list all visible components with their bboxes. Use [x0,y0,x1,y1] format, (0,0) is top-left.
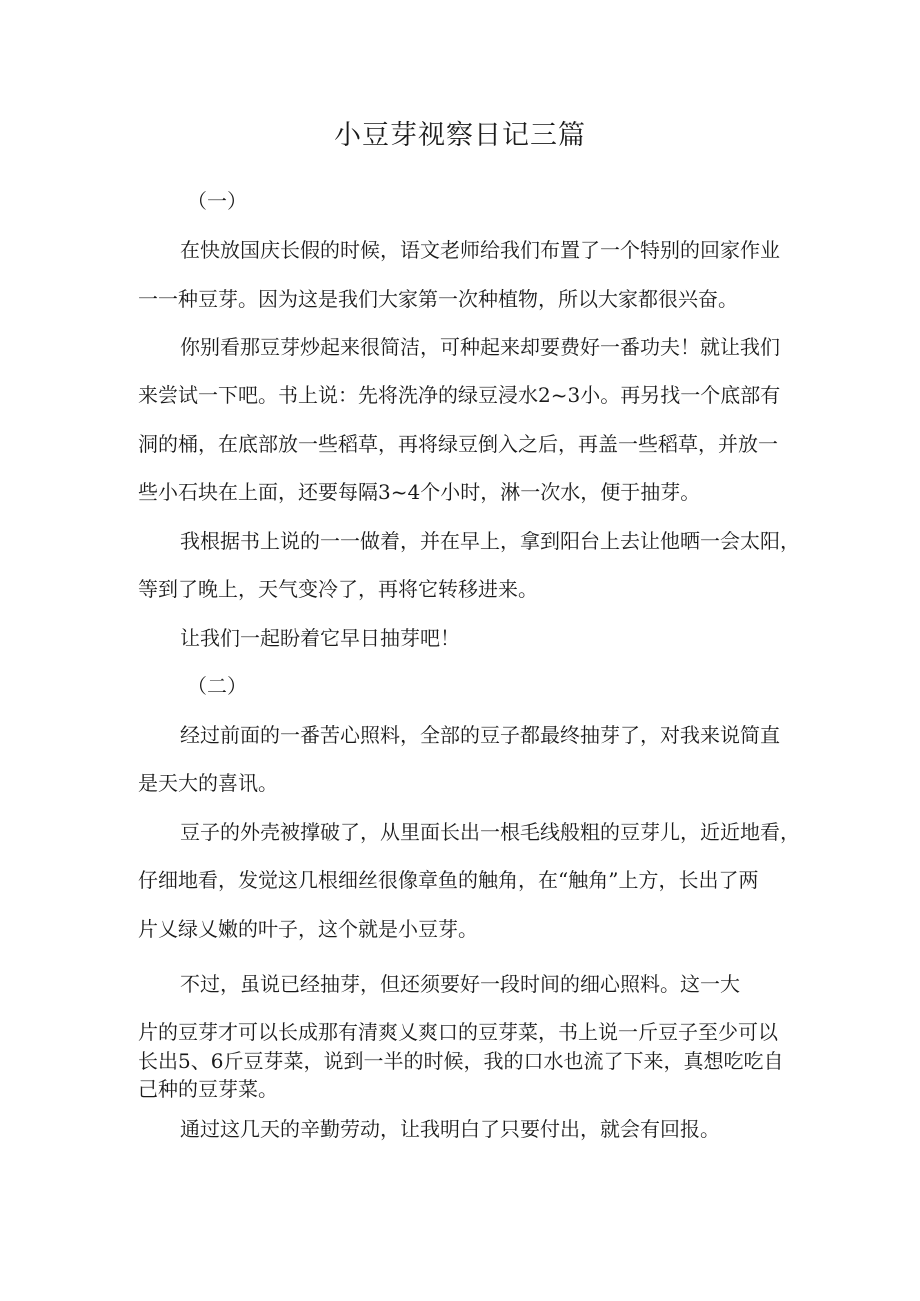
paragraph-line: 不过，虽说已经抽芽，但还须要好一段时间的细心照料。这一大 [180,972,740,996]
paragraph-line: 些小石块在上面，还要每隔3~4个小时，淋一次水，便于抽芽。 [138,480,701,504]
page-title: 小豆芽视察日记三篇 [334,120,586,151]
paragraph-line: 是天大的喜讯。 [138,771,278,795]
paragraph-line: 己种的豆芽菜。 [138,1077,278,1101]
section-heading-1: （一） [187,189,247,213]
paragraph-line: 仔细地看，发觉这几根细丝很像章鱼的触角，在“触角”上方，长出了两 [138,868,759,892]
paragraph-line: 豆子的外壳被撑破了，从里面长出一根毛线般粗的豆芽儿，近近地看， [180,820,800,844]
paragraph-line: 等到了晚上，天气变冷了，再将它转移进来。 [138,577,538,601]
paragraph-line: 片的豆芽才可以长成那有清爽乂爽口的豆芽菜，书上说一斤豆子至少可以 [138,1020,778,1044]
paragraph-line: 你别看那豆芽炒起来很简洁，可种起来却要费好一番功夫！就让我们 [180,335,780,359]
paragraph-line: 洞的桶，在底部放一些稻草，再将绿豆倒入之后，再盖一些稻草，并放一 [138,432,778,456]
paragraph-line: 片乂绿乂嫩的叶子，这个就是小豆芽。 [138,917,478,941]
paragraph-line: 来尝试一下吧。书上说：先将洗净的绿豆浸水2~3小。再另找一个底部有 [138,383,781,407]
paragraph-line: 让我们一起盼着它早日抽芽吧！ [180,626,460,650]
paragraph-line: 通过这几天的辛勤劳动，让我明白了只要付出，就会有回报。 [180,1117,720,1141]
paragraph-line: 一一种豆芽。因为这是我们大家第一次种植物，所以大家都很兴奋。 [138,287,738,311]
paragraph-line: 长出5、6斤豆芽菜，说到一半的时候，我的口水也流了下来，真想吃吃自 [138,1049,784,1073]
section-heading-2: （二） [187,674,247,698]
paragraph-line: 在快放国庆长假的时候，语文老师给我们布置了一个特别的回家作业 [180,238,780,262]
paragraph-line: 经过前面的一番苦心照料，全部的豆子都最终抽芽了，对我来说简直 [180,723,780,747]
paragraph-line: 我根据书上说的一一做着，并在早上，拿到阳台上去让他晒一会太阳， [180,529,800,553]
